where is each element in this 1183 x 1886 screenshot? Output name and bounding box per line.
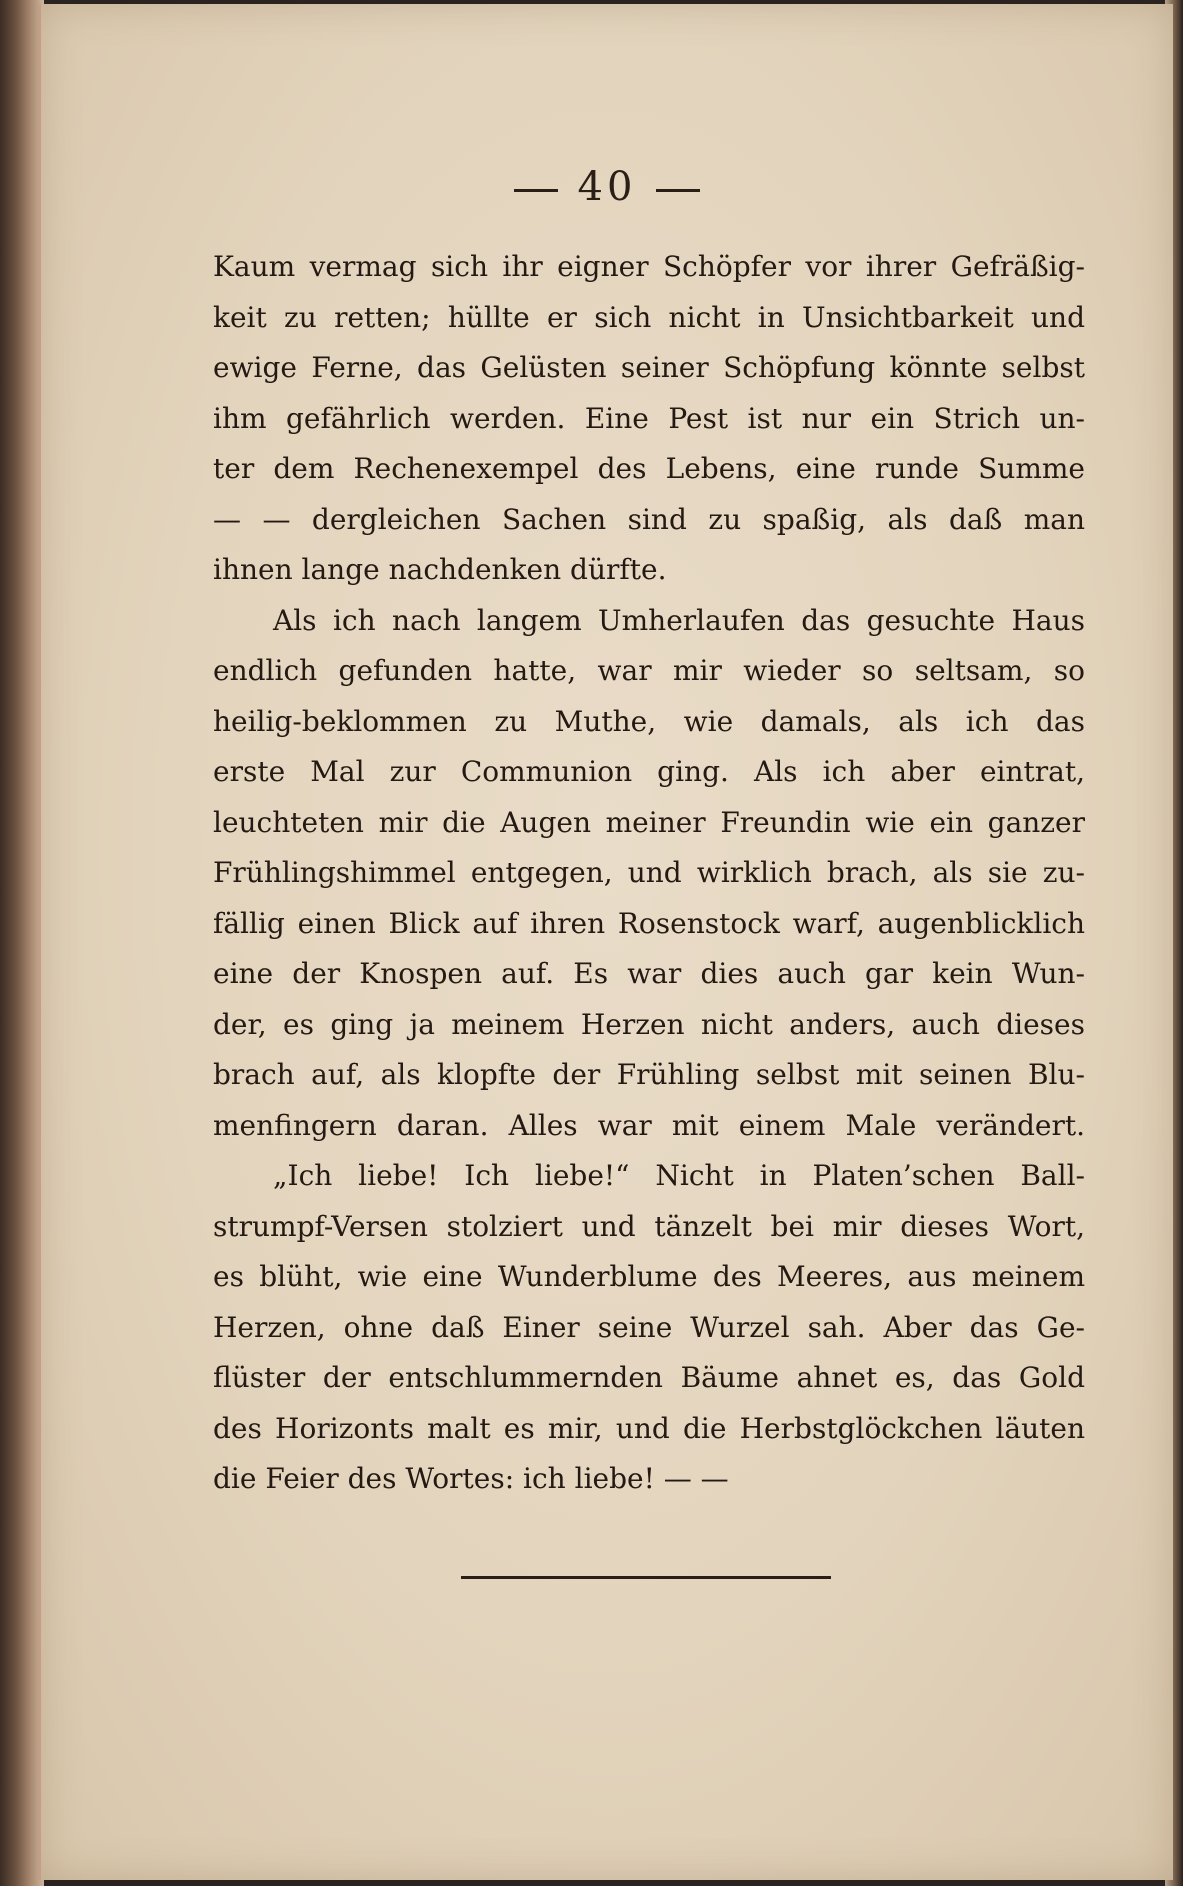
text-line: flüster der entschlummernden Bäume ahnet es, das Gold [213, 1361, 1085, 1394]
text-line: ihm gefährlich werden. Eine Pest ist nur ein Strich un- [213, 401, 1085, 435]
text-line: heilig-beklommen zu Muthe, wie damals, als ich das [213, 704, 1085, 738]
header-dash-right [656, 189, 700, 192]
text-line: — — dergleichen Sachen sind zu spaßig, als daß man [213, 502, 1085, 536]
text-line: fällig einen Blick auf ihren Rosenstock warf, augenblicklich [213, 906, 1085, 940]
text-line: brach auf, als klopfte der Frühling selbst mit seinen Blu- [213, 1058, 1085, 1091]
text-line: die Feier des Wortes: ich liebe! — — [213, 1462, 729, 1495]
book-page [38, 4, 1173, 1880]
text-line: der, es ging ja meinem Herzen nicht anders, auch dieses [213, 1007, 1085, 1041]
page-header [41, 164, 1173, 210]
text-line: keit zu retten; hüllte er sich nicht in Unsichtbarkeit und [213, 300, 1085, 334]
chapter-end-rule [461, 1576, 831, 1579]
body-text [213, 242, 1085, 1505]
text-line: strumpf-Versen stolziert und tänzelt bei mir dieses Wort, [213, 1209, 1085, 1243]
text-line: des Horizonts malt es mir, und die Herbstglöckchen läuten [213, 1411, 1085, 1445]
page-number: 40 [577, 164, 637, 210]
text-line: ihnen lange nachdenken dürfte. [213, 553, 667, 586]
text-line: leuchteten mir die Augen meiner Freundin wie ein ganzer [213, 805, 1085, 839]
text-line: Als ich nach langem Umherlaufen das gesuchte Haus [273, 603, 1085, 637]
text-line: ewige Ferne, das Gelüsten seiner Schöpfung könnte selbst [213, 351, 1085, 384]
header-dash-left [514, 189, 558, 192]
text-line: endlich gefunden hatte, war mir wieder so seltsam, so [213, 654, 1085, 687]
text-line: es blüht, wie eine Wunderblume des Meeres, aus meinem [213, 1260, 1085, 1293]
text-line: erste Mal zur Communion ging. Als ich aber eintrat, [213, 755, 1085, 788]
text-line: eine der Knospen auf. Es war dies auch gar kein Wun- [213, 957, 1085, 990]
text-line: menfingern daran. Alles war mit einem Male verändert. [213, 1108, 1085, 1142]
text-line: Kaum vermag sich ihr eigner Schöpfer vor ihrer Gefräßig- [213, 250, 1085, 283]
text-line: „Ich liebe! Ich liebe!“ Nicht in Platen’schen Ball- [273, 1159, 1085, 1192]
text-line: Herzen, ohne daß Einer seine Wurzel sah. Aber das Ge- [213, 1310, 1085, 1344]
text-line: ter dem Rechenexempel des Lebens, eine runde Summe [213, 452, 1085, 485]
text-line: Frühlingshimmel entgegen, und wirklich brach, als sie zu- [213, 856, 1085, 889]
